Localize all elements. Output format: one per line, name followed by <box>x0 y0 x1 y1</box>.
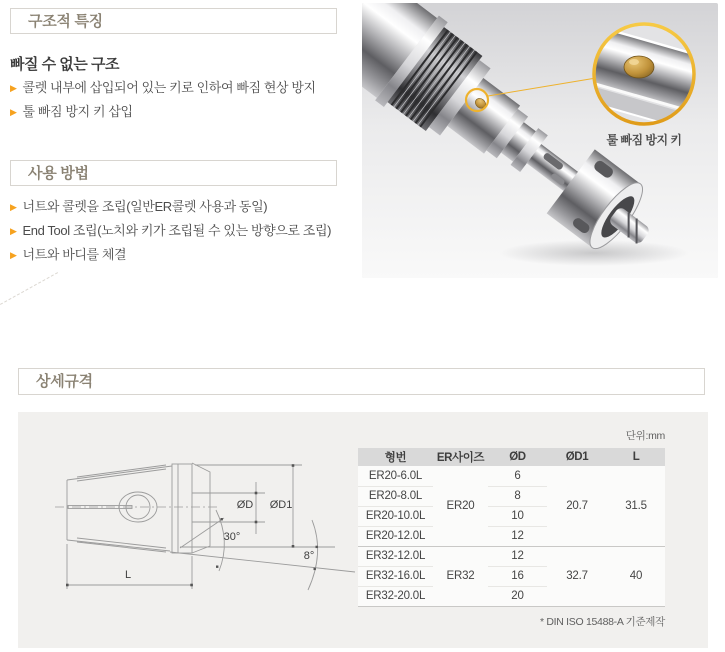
bullet-item <box>10 247 355 263</box>
spec-footnote: * DIN ISO 15488-A 기준제작 <box>539 615 665 628</box>
bullet-text: 툴 빠짐 방지 키 삽입 <box>22 104 133 119</box>
column-header: ØD <box>488 448 547 466</box>
diameter-cell: 16 <box>488 566 547 586</box>
spec-table-header-row <box>358 448 665 466</box>
model-cell: ER32-20.0L <box>358 586 433 606</box>
spec-table <box>358 448 665 607</box>
column-header: ER사이즈 <box>433 448 488 466</box>
column-header: L <box>607 448 665 466</box>
d1-cell: 32.7 <box>547 546 607 606</box>
bullet-text: 콜렛 내부에 삽입되어 있는 키로 인하여 빠짐 현상 방지 <box>22 80 316 95</box>
diameter-cell: 10 <box>488 506 547 526</box>
column-header: ØD1 <box>547 448 607 466</box>
dim-label-length: L <box>124 569 132 581</box>
dim-label-8deg: 8° <box>303 550 315 562</box>
bullet-arrow-icon: ▶ <box>10 107 17 117</box>
bullet-arrow-icon: ▶ <box>10 202 17 212</box>
er-size-cell: ER20 <box>433 466 488 546</box>
dim-label-30deg: 30° <box>223 531 241 543</box>
diameter-cell: 12 <box>488 546 547 566</box>
model-cell: ER20-10.0L <box>358 506 433 526</box>
bullet-item <box>10 80 350 96</box>
usage-section-title: 사용 방법 <box>10 160 337 186</box>
diameter-cell: 8 <box>488 486 547 506</box>
anti-pullout-key-zoomed <box>624 56 654 78</box>
model-cell: ER32-16.0L <box>358 566 433 586</box>
length-cell: 31.5 <box>607 466 665 546</box>
decorative-dashed-line <box>0 272 58 305</box>
dim-label-d: ØD <box>236 499 254 511</box>
model-cell: ER20-6.0L <box>358 466 433 486</box>
bullet-item <box>10 199 355 215</box>
dim-label-d1: ØD1 <box>269 499 293 511</box>
structural-bullets <box>10 80 350 128</box>
bullet-arrow-icon: ▶ <box>10 226 17 236</box>
diameter-cell: 12 <box>488 526 547 546</box>
model-cell: ER20-12.0L <box>358 526 433 546</box>
callout-label: 툴 빠짐 방지 키 <box>606 133 682 147</box>
unit-label: 단위:mm <box>625 430 665 442</box>
collet-technical-drawing <box>40 458 360 638</box>
bullet-item <box>10 223 355 239</box>
length-cell: 40 <box>607 546 665 606</box>
diameter-cell: 20 <box>488 586 547 606</box>
bullet-text: 너트와 콜렛을 조립(일반ER콜렛 사용과 동일) <box>22 199 268 214</box>
table-row <box>358 466 665 486</box>
column-header: 형번 <box>358 448 433 466</box>
table-row <box>358 546 665 566</box>
d1-cell: 20.7 <box>547 466 607 546</box>
structural-section-title: 구조적 특징 <box>10 8 337 34</box>
spec-table-area <box>358 428 665 629</box>
structural-subtitle: 빠질 수 없는 구조 <box>10 56 119 73</box>
bullet-text: End Tool 조립(노치와 키가 조립될 수 있는 방향으로 조립) <box>22 223 332 238</box>
model-cell: ER20-8.0L <box>358 486 433 506</box>
bullet-arrow-icon: ▶ <box>10 83 17 93</box>
usage-bullets <box>10 199 355 271</box>
spec-panel <box>18 412 708 648</box>
model-cell: ER32-12.0L <box>358 546 433 566</box>
diameter-cell: 6 <box>488 466 547 486</box>
spec-section-title: 상세규격 <box>18 368 705 395</box>
bullet-text: 너트와 바디를 체결 <box>22 247 127 262</box>
bullet-arrow-icon: ▶ <box>10 250 17 260</box>
product-photo <box>362 3 718 278</box>
er-size-cell: ER32 <box>433 546 488 606</box>
bullet-item <box>10 104 350 120</box>
